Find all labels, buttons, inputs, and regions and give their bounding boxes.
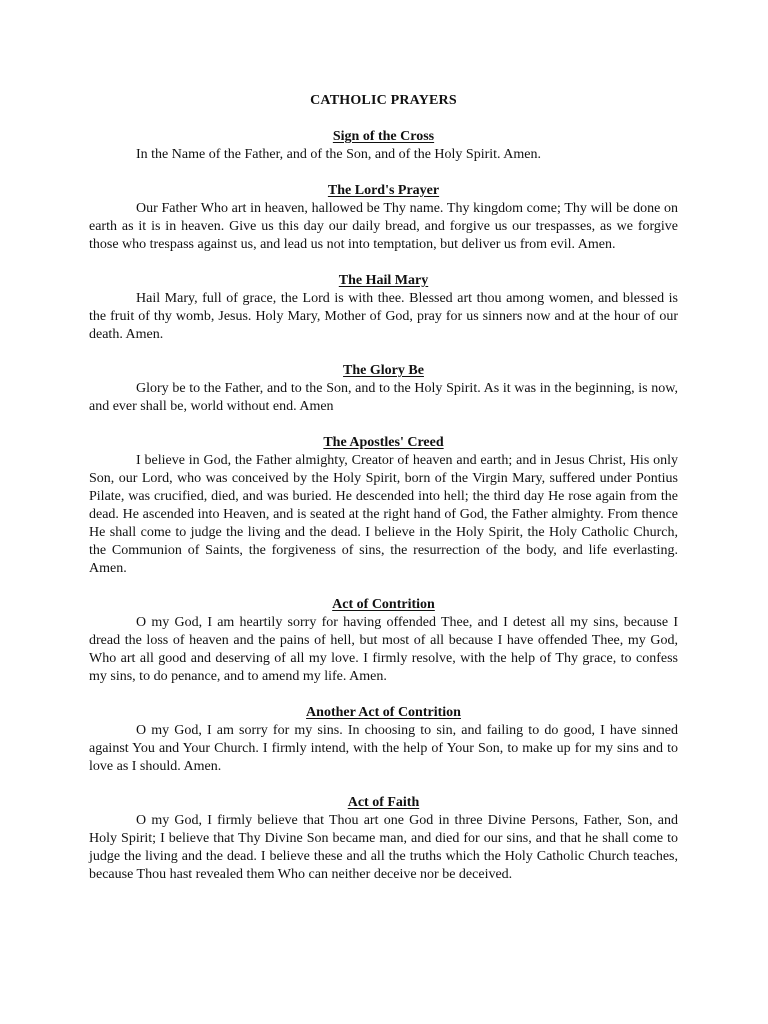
prayer-section-hail-mary	[89, 272, 678, 344]
prayer-heading: Act of Contrition	[332, 597, 435, 612]
prayer-text: O my God, I firmly believe that Thou art one God in three Divine Persons, Father, Son, and Holy Spirit; I believe that Thy Divine Son became man, and died for our sins, and that he shall come to judge the living and the dead. I believe these and all the truths which the Holy Catholic Church teaches, because Thou hast revealed them Who can neither deceive nor be deceived.	[89, 813, 678, 882]
prayer-heading: Another Act of Contrition	[306, 705, 461, 720]
prayer-section-another-act-of-contrition	[89, 704, 678, 776]
prayer-section-act-of-faith	[89, 794, 678, 884]
prayer-heading: Sign of the Cross	[332, 129, 435, 144]
document-title: CATHOLIC PRAYERS	[310, 93, 457, 108]
prayer-text: Our Father Who art in heaven, hallowed be Thy name. Thy kingdom come; Thy will be done on earth as it is in heaven. Give us this day our daily bread, and forgive us our trespasses, as we forgive those who trespass against us, and lead us not into temptation, but deliver us from evil. Amen.	[89, 201, 678, 252]
prayer-heading: The Apostles' Creed	[323, 435, 444, 450]
prayer-section-apostles-creed	[89, 434, 678, 578]
prayer-text: O my God, I am sorry for my sins. In choosing to sin, and failing to do good, I have sinned against You and Your Church. I firmly intend, with the help of Your Son, to make up for my sins and to love as I should. Amen.	[89, 723, 678, 774]
prayer-text: In the Name of the Father, and of the Son, and of the Holy Spirit. Amen.	[136, 147, 541, 162]
document-page	[89, 92, 678, 902]
prayer-text: Glory be to the Father, and to the Son, and to the Holy Spirit. As it was in the beginning, is now, and ever shall be, world without end. Amen	[89, 381, 678, 414]
prayer-heading: Act of Faith	[347, 795, 420, 810]
prayer-section-sign-of-the-cross	[89, 128, 678, 164]
prayer-text: I believe in God, the Father almighty, Creator of heaven and earth; and in Jesus Christ, His only Son, our Lord, who was conceived by the Holy Spirit, born of the Virgin Mary, suffered under Pontius Pilate, was crucified, died, and was buried. He descended into hell; the third day He rose again from the dead. He ascended into Heaven, and is seated at the right hand of God, the Father almighty. From thence He shall come to judge the living and the dead. I believe in the Holy Spirit, the Holy Catholic Church, the Communion of Saints, the forgiveness of sins, the resurrection of the body, and life everlasting. Amen.	[89, 453, 678, 576]
prayer-text: Hail Mary, full of grace, the Lord is with thee. Blessed art thou among women, and blessed is the fruit of thy womb, Jesus. Holy Mary, Mother of God, pray for us sinners now and at the hour of our death. Amen.	[89, 291, 678, 342]
prayer-section-glory-be	[89, 362, 678, 416]
prayer-heading: The Lord's Prayer	[327, 183, 440, 198]
prayer-heading: The Glory Be	[343, 363, 424, 378]
prayer-text: O my God, I am heartily sorry for having offended Thee, and I detest all my sins, because I dread the loss of heaven and the pains of hell, but most of all because I have offended Thee, my God, Who art all good and deserving of all my love. I firmly resolve, with the help of Thy grace, to confess my sins, to do penance, and to amend my life. Amen.	[89, 615, 678, 684]
prayer-section-act-of-contrition	[89, 596, 678, 686]
prayer-heading: The Hail Mary	[338, 273, 429, 288]
prayer-section-lords-prayer	[89, 182, 678, 254]
